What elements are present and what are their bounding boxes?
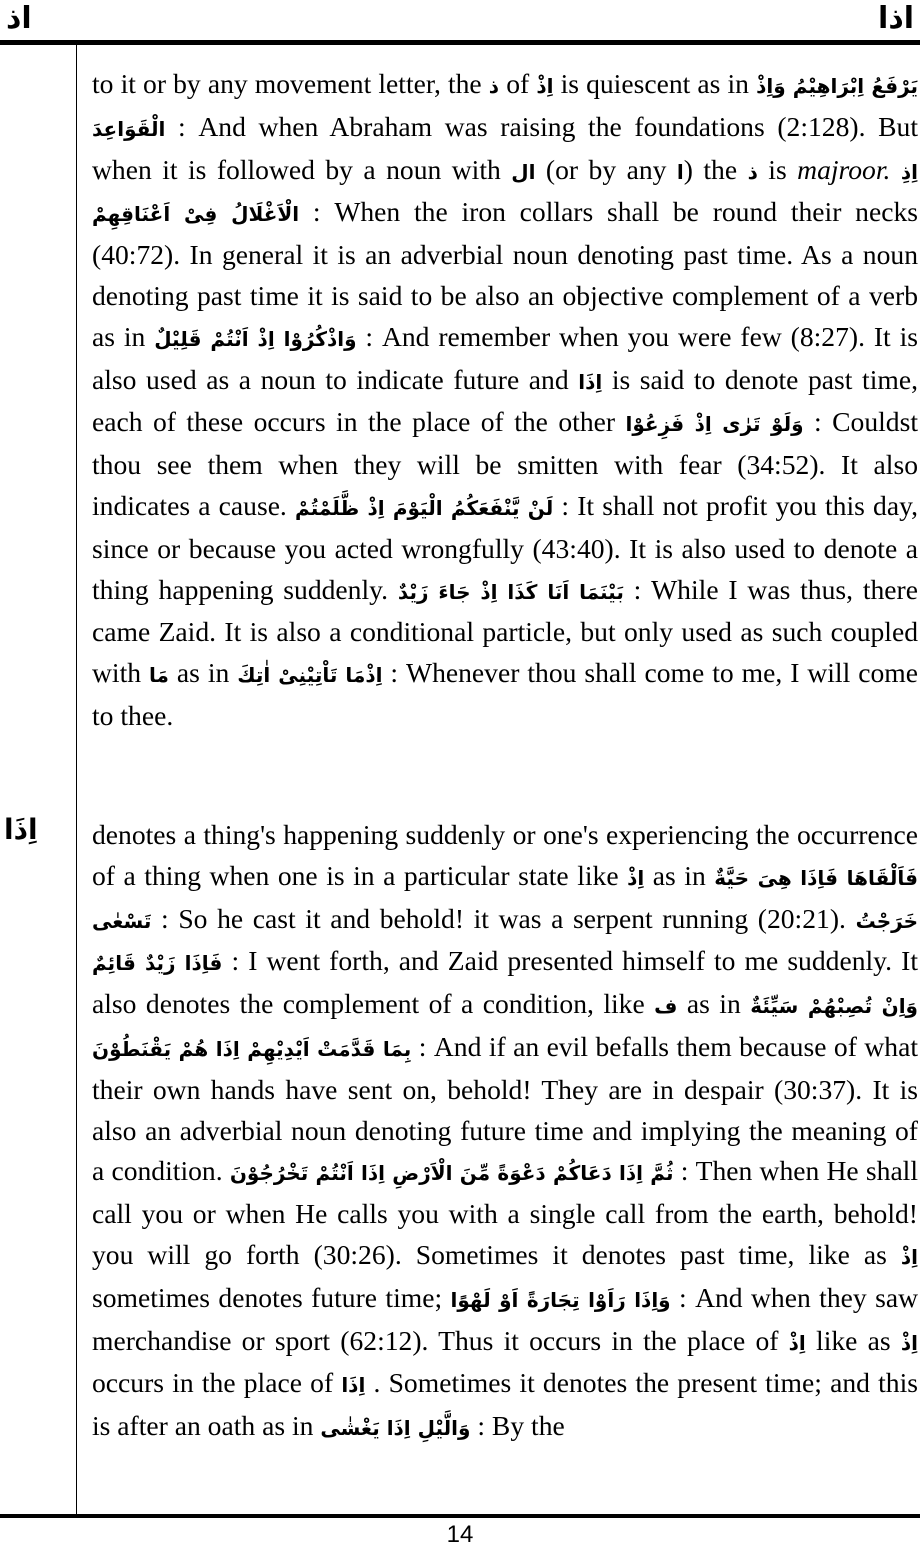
entry-idh-continuation: [92, 64, 918, 737]
arabic-quote: لَنْ يَّنْفَعَكُمُ الْيَوْمَ اِذْ ظَّلَمْتُمْ: [295, 495, 554, 520]
arabic-term: اِذَا: [341, 1373, 366, 1398]
italic-term: majroor.: [797, 153, 891, 185]
header-rule: [0, 40, 920, 45]
footer-rule: [0, 1514, 920, 1518]
arabic-term: اِذَا: [578, 369, 603, 394]
arabic-term: اِذْ: [900, 1244, 918, 1269]
header-right-keyword: اذا: [878, 1, 914, 36]
arabic-term: مَا: [149, 663, 169, 688]
arabic-term: ا: [676, 159, 684, 184]
arabic-term: ف: [654, 994, 678, 1019]
arabic-term: اِذْ: [627, 865, 645, 890]
arabic-term: ذ: [747, 159, 758, 184]
arabic-quote: خَرَجْتُ فَاِذَا زَيْدٌ قَائِمٌ: [92, 908, 919, 976]
arabic-term: اِذْ: [788, 1330, 806, 1355]
header-left-keyword: اذ: [6, 1, 32, 36]
arabic-quote: ثُمَّ اِذَا دَعَاكُمْ دَعْوَةً مِّنَ الْاَرْضِ اِذَا اَنْتُمْ تَخْرُجُوْنَ: [229, 1161, 674, 1186]
arabic-quote: اِذِ الْاَغْلَالُ فِىْ اَعْنَاقِهِمْ: [92, 159, 918, 227]
arabic-quote: وَاِذْ: [756, 74, 786, 98]
entry-text: denotes a thing's happening suddenly or one's experiencing the occurrence of a thing when one is in a particular state like اِذْ as in فَاَلْقَاهَا فَاِذَا هِىَ حَيَّةٌ تَسْعٰى : So he cast it and behold! it was a serpent running (20:21). خَرَجْتُ فَاِذَا زَيْدٌ قَائِمٌ : I went forth, and Zaid presented himself to me suddenly. It also denotes the complement of a condition, like ف as in وَاِنْ تُصِبْهُمْ سَيِّئَةٌ بِمَا قَدَّمَتْ اَيْدِيْهِمْ اِذَا هُمْ يَقْنَطُوْنَ : And if an evil befalls them because of what their own hands have sent on, behold! They are in despair (30:37). It is also an adverbial noun denoting future time and implying the meaning of a condition. ثُمَّ اِذَا دَعَاكُمْ دَعْوَةً مِّنَ الْاَرْضِ اِذَا اَنْتُمْ تَخْرُجُوْنَ : Then when He shall call you or when He calls you with a single call from the earth, behold! you will go forth (30:26). Sometimes it denotes past time, like as اِذْ sometimes denotes future time; وَاِذَا رَاَوْا تِجَارَةً اَوْ لَهْوًا : And when they saw merchandise or sport (62:12). Thus it occurs in the place of اِذْ like as اِذْ occurs in the place of اِذَا . Sometimes it denotes the present time; and this is after an oath as in وَالَّيْلِ اِذَا يَغْشٰى : By the: [92, 819, 919, 1442]
arabic-term: ذ: [488, 74, 500, 98]
arabic-quote: وَاِذَا رَاَوْا تِجَارَةً اَوْ لَهْوًا: [450, 1287, 671, 1312]
arabic-quote: وَاذْكُرُوْا اِذْ اَنْتُمْ قَلِيْلٌ: [154, 326, 357, 351]
arabic-term: ال: [511, 159, 536, 184]
margin-rule: [76, 45, 77, 1515]
entry-text: to it or by any movement letter, the ذ of اِذْ is quiescent as in وَاِذْ يَرْفَعُ اِبْرَاهِيْمُ الْقَوَاعِدَ : And when Abraham was raising the foundations (2:128). But when it is followed by a noun with ال (or by any ا) the ذ is majroor. اِذِ الْاَغْلَالُ فِىْ اَعْنَاقِهِمْ : When the iron collars shall be round their necks (40:72). In general it is an adverbial noun denoting past time. As a noun denoting past time it is said to be also an objective complement of a verb as in وَاذْكُرُوْا اِذْ اَنْتُمْ قَلِيْلٌ : And remember when you were few (8:27). It is also used as a noun to indicate future and اِذَا is said to denote past time, each of these occurs in the place of the other وَلَوْ تَرٰى اِذْ فَزِعُوْا : Couldst thou see them when they will be smitten with fear (34:52). It also indicates a cause. لَنْ يَّنْفَعَكُمُ الْيَوْمَ اِذْ ظَّلَمْتُمْ : It shall not profit you this day, since or because you acted wrongfully (43:40). It is also used to denote a thing happening suddenly. بَيْنَمَا اَنَا كَذَا اِذْ جَاءَ زَيْدٌ : While I was thus, there came Zaid. It is also a conditional particle, but only used as such coupled with مَا as in اِذْمَا تَاْتِيْنِىْ اٰتِكَ : Whenever thou shall come to me, I will come to thee.: [92, 68, 919, 731]
arabic-quote: يَرْفَعُ اِبْرَاهِيْمُ الْقَوَاعِدَ: [92, 74, 919, 141]
arabic-quote: اِذْمَا تَاْتِيْنِىْ اٰتِكَ: [237, 663, 383, 688]
arabic-term: اِذْ: [900, 1330, 918, 1355]
arabic-quote: وَاِنْ تُصِبْهُمْ سَيِّئَةٌ بِمَا قَدَّمَتْ اَيْدِيْهِمْ اِذَا هُمْ يَقْنَطُوْنَ: [92, 994, 918, 1061]
arabic-quote: فَاَلْقَاهَا فَاِذَا هِىَ حَيَّةٌ تَسْعٰى: [92, 865, 918, 933]
arabic-quote: وَالَّيْلِ اِذَا يَغْشٰى: [320, 1416, 471, 1441]
entry-idha: [92, 815, 918, 1449]
headword-idha: اِذَا: [4, 813, 38, 846]
arabic-term: اِذْ: [536, 74, 554, 98]
arabic-quote: وَلَوْ تَرٰى اِذْ فَزِعُوْا: [625, 412, 804, 437]
arabic-quote: بَيْنَمَا اَنَا كَذَا اِذْ جَاءَ زَيْدٌ: [397, 579, 624, 604]
page-number: 14: [446, 1521, 474, 1548]
